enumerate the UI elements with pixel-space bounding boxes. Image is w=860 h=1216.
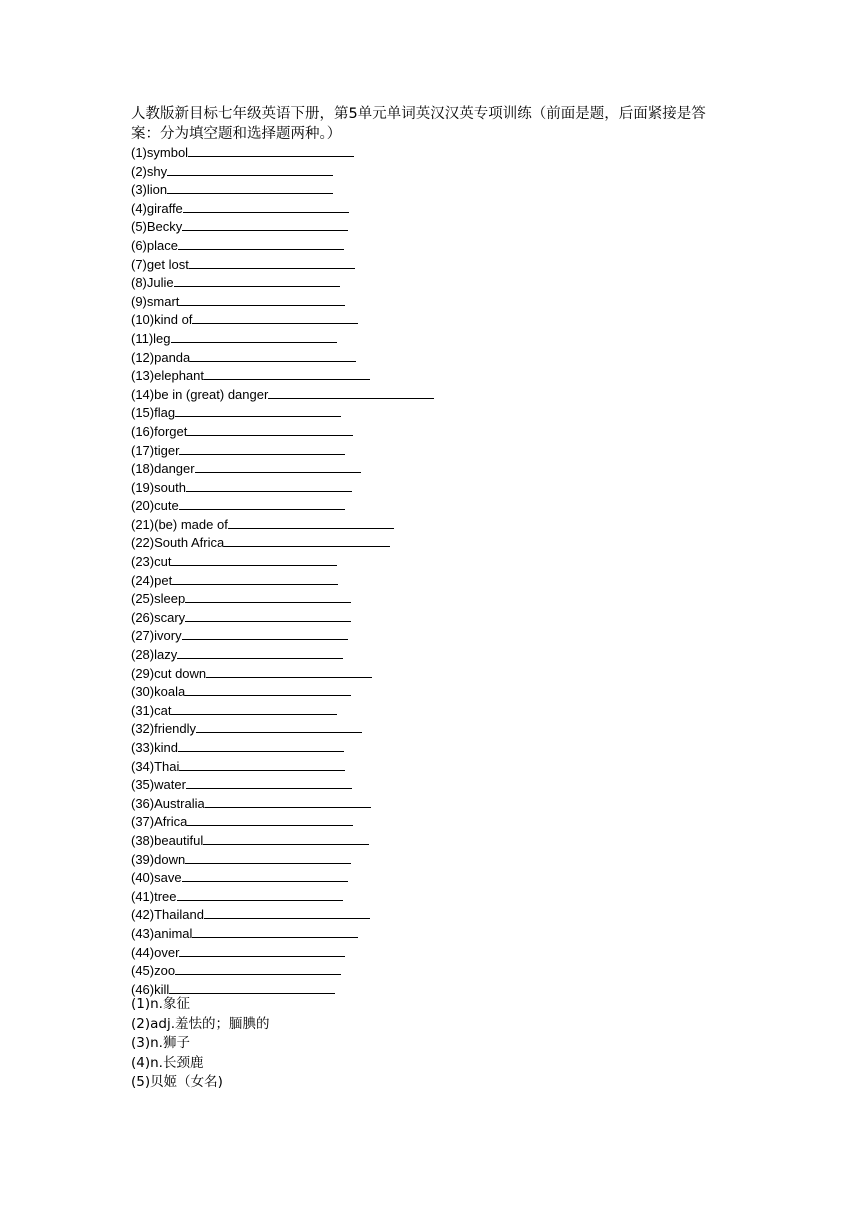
question-term: (25)sleep bbox=[131, 591, 186, 607]
question-term: (24)pet bbox=[131, 572, 173, 588]
answer-item: (4)n.长颈鹿 bbox=[131, 1054, 204, 1071]
answer-blank bbox=[192, 925, 358, 938]
question-item bbox=[131, 349, 731, 368]
question-term: (41)tree bbox=[131, 888, 177, 904]
answer-blank bbox=[187, 423, 353, 436]
question-term: (8)Julie bbox=[131, 275, 174, 291]
question-item bbox=[131, 200, 731, 219]
question-item bbox=[131, 534, 731, 553]
question-item bbox=[131, 293, 731, 312]
answer-blank bbox=[169, 981, 335, 994]
answer-blank bbox=[185, 609, 351, 622]
question-term: (6)place bbox=[131, 237, 178, 253]
question-item bbox=[131, 776, 731, 795]
question-item bbox=[131, 237, 731, 256]
answer-blank bbox=[186, 479, 352, 492]
answer-blank bbox=[175, 962, 341, 975]
question-item bbox=[131, 758, 731, 777]
answer-blank bbox=[179, 944, 345, 957]
question-term: (20)cute bbox=[131, 498, 179, 514]
answer-blank bbox=[185, 683, 351, 696]
question-item bbox=[131, 404, 731, 423]
answer-blank bbox=[185, 851, 351, 864]
answer-blank bbox=[182, 218, 348, 231]
question-item bbox=[131, 274, 731, 293]
answer-blank bbox=[179, 497, 345, 510]
question-item bbox=[131, 925, 731, 944]
answer-blank bbox=[268, 386, 434, 399]
answer-blank bbox=[171, 330, 337, 343]
question-item bbox=[131, 627, 731, 646]
question-item bbox=[131, 572, 731, 591]
question-term: (21)(be) made of bbox=[131, 516, 228, 532]
answer-blank bbox=[179, 293, 345, 306]
question-list bbox=[131, 144, 731, 999]
question-item bbox=[131, 460, 731, 479]
question-term: (31)cat bbox=[131, 702, 172, 718]
question-term: (40)save bbox=[131, 870, 182, 886]
answer-blank bbox=[167, 163, 333, 176]
answer-item: (5)贝姬（女名) bbox=[131, 1074, 223, 1091]
question-term: (44)over bbox=[131, 944, 180, 960]
answer-blank bbox=[187, 813, 353, 826]
question-item bbox=[131, 813, 731, 832]
question-item bbox=[131, 442, 731, 461]
answer-blank bbox=[196, 720, 362, 733]
question-term: (14)be in (great) danger bbox=[131, 386, 269, 402]
question-item bbox=[131, 795, 731, 814]
question-item bbox=[131, 720, 731, 739]
answer-blank bbox=[192, 311, 358, 324]
question-term: (18)danger bbox=[131, 461, 195, 477]
question-term: (15)flag bbox=[131, 405, 176, 421]
answer-blank bbox=[195, 460, 361, 473]
question-item bbox=[131, 218, 731, 237]
question-term: (39)down bbox=[131, 851, 186, 867]
answer-blank bbox=[185, 590, 351, 603]
answer-blank bbox=[206, 665, 372, 678]
question-item bbox=[131, 646, 731, 665]
question-term: (12)panda bbox=[131, 349, 191, 365]
question-item bbox=[131, 181, 731, 200]
answer-blank bbox=[171, 702, 337, 715]
question-term: (1)symbol bbox=[131, 145, 189, 160]
question-item bbox=[131, 423, 731, 442]
question-item bbox=[131, 330, 731, 349]
question-term: (30)koala bbox=[131, 684, 186, 700]
question-item bbox=[131, 256, 731, 275]
question-item bbox=[131, 702, 731, 721]
question-item bbox=[131, 144, 731, 163]
question-item bbox=[131, 683, 731, 702]
answer-blank bbox=[167, 181, 333, 194]
question-item bbox=[131, 665, 731, 684]
document-title: 人教版新目标七年级英语下册，第5单元单词英汉汉英专项训练（前面是题，后面紧接是答案：分为填空题和选择题两种。） bbox=[131, 106, 706, 142]
answer-blank bbox=[228, 516, 394, 529]
question-term: (29)cut down bbox=[131, 665, 207, 681]
question-term: (13)elephant bbox=[131, 368, 204, 384]
question-item bbox=[131, 739, 731, 758]
question-item bbox=[131, 367, 731, 386]
answer-blank bbox=[178, 237, 344, 250]
question-term: (22)South Africa bbox=[131, 535, 225, 551]
question-term: (42)Thailand bbox=[131, 907, 204, 923]
question-item bbox=[131, 516, 731, 535]
question-term: (32)friendly bbox=[131, 721, 197, 737]
question-term: (36)Australia bbox=[131, 795, 205, 811]
answer-blank bbox=[178, 739, 344, 752]
question-term: (3)lion bbox=[131, 182, 168, 198]
question-item bbox=[131, 479, 731, 498]
question-term: (37)Africa bbox=[131, 814, 188, 830]
question-term: (2)shy bbox=[131, 163, 168, 179]
question-item bbox=[131, 851, 731, 870]
question-term: (4)giraffe bbox=[131, 200, 183, 216]
question-term: (27)ivory bbox=[131, 628, 182, 644]
question-term: (10)kind of bbox=[131, 312, 193, 328]
question-item bbox=[131, 386, 731, 405]
answer-blank bbox=[182, 869, 348, 882]
answer-blank bbox=[179, 442, 345, 455]
question-item bbox=[131, 888, 731, 907]
answer-blank bbox=[203, 832, 369, 845]
question-term: (11)leg bbox=[131, 330, 171, 346]
answer-blank bbox=[186, 776, 352, 789]
answer-list bbox=[131, 995, 731, 1093]
question-term: (19)south bbox=[131, 479, 186, 495]
answer-blank bbox=[205, 795, 371, 808]
answer-blank bbox=[177, 646, 343, 659]
answer-item: (1)n.象征 bbox=[131, 996, 190, 1012]
question-item bbox=[131, 832, 731, 851]
question-term: (9)smart bbox=[131, 293, 180, 309]
answer-blank bbox=[172, 572, 338, 585]
answer-blank bbox=[179, 758, 345, 771]
question-term: (33)kind bbox=[131, 740, 178, 755]
answer-blank bbox=[190, 349, 356, 362]
question-item bbox=[131, 869, 731, 888]
answer-blank bbox=[171, 553, 337, 566]
answer-blank bbox=[204, 367, 370, 380]
question-item bbox=[131, 311, 731, 330]
question-item bbox=[131, 962, 731, 981]
question-item bbox=[131, 944, 731, 963]
question-item bbox=[131, 590, 731, 609]
question-term: (46)kill bbox=[131, 981, 170, 997]
answer-blank bbox=[224, 534, 390, 547]
answer-item: (3)n.狮子 bbox=[131, 1035, 190, 1052]
answer-blank bbox=[182, 627, 348, 640]
question-term: (38)beautiful bbox=[131, 832, 204, 848]
question-item bbox=[131, 553, 731, 572]
answer-blank bbox=[183, 200, 349, 213]
question-term: (34)Thai bbox=[131, 758, 180, 774]
question-term: (16)forget bbox=[131, 423, 188, 439]
question-term: (26)scary bbox=[131, 609, 186, 625]
question-term: (35)water bbox=[131, 777, 186, 793]
answer-blank bbox=[174, 274, 340, 287]
answer-blank bbox=[189, 256, 355, 269]
question-item bbox=[131, 163, 731, 182]
question-term: (17)tiger bbox=[131, 442, 180, 458]
answer-blank bbox=[204, 906, 370, 919]
question-item bbox=[131, 906, 731, 925]
answer-blank bbox=[175, 404, 341, 417]
question-term: (45)zoo bbox=[131, 963, 176, 979]
answer-blank bbox=[188, 144, 354, 157]
question-item bbox=[131, 609, 731, 628]
answer-item: (2)adj.羞怯的；腼腆的 bbox=[131, 1015, 270, 1032]
question-term: (5)Becky bbox=[131, 219, 183, 235]
answer-blank bbox=[177, 888, 343, 901]
question-term: (23)cut bbox=[131, 554, 172, 570]
question-term: (7)get lost bbox=[131, 256, 189, 272]
question-term: (28)lazy bbox=[131, 647, 178, 663]
question-term: (43)animal bbox=[131, 925, 193, 941]
question-item bbox=[131, 497, 731, 516]
